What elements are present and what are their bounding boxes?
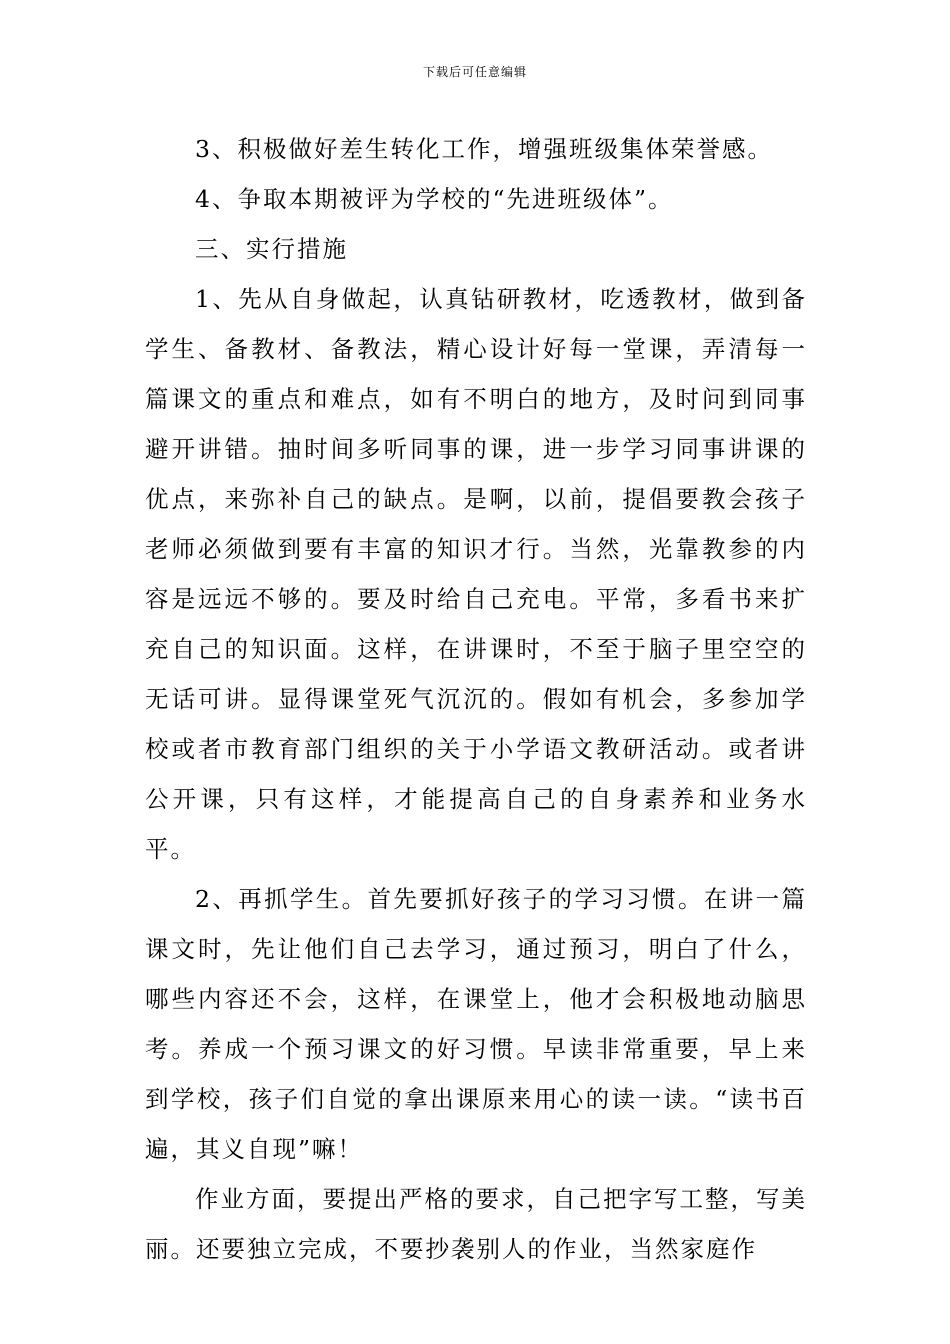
section-heading-measures: 三、实行措施 bbox=[195, 235, 348, 263]
page-header: 下载后可任意编辑 bbox=[422, 65, 527, 79]
paragraph-measure-1: 1、先从自身做起，认真钻研教材，吃透教材，做到备学生、备教材、备教法，精心设计好每一堂课，弄清每一篇课文的重点和难点，如有不明白的地方，及时问到同事避开讲错。抽时间多听同事的课，进一步学习同事讲课的优点，来弥补自己的缺点。是啊，以前，提倡要教会孩子老师必须做到要有丰富的知识才行。当然，光靠教参的内容是远远不够的。要及时给自己充电。平常，多看书来扩充自己的知识面。这样，在讲课时，不至于脑子里空空的无话可讲。显得课堂死气沉沉的。假如有机会，多参加学校或者市教育部门组织的关于小学语文教研活动。或者讲公开课，只有这样，才能提高自己的自身素养和业务水平。 bbox=[145, 285, 807, 863]
paragraph-homework: 作业方面，要提出严格的要求，自己把字写工整，写美丽。还要独立完成，不要抄袭别人的作业，当然家庭作 bbox=[145, 1185, 807, 1263]
paragraph-measure-2: 2、再抓学生。首先要抓好孩子的学习习惯。在讲一篇课文时，先让他们自己去学习，通过预习，明白了什么，哪些内容还不会，这样，在课堂上，他才会积极地动脑思考。养成一个预习课文的好习惯。早读非常重要，早上来到学校，孩子们自觉的拿出课原来用心的读一读。“读书百遍，其义自现”嘛！ bbox=[145, 885, 807, 1163]
paragraph-goal-3: 3、积极做好差生转化工作，增强班级集体荣誉感。 bbox=[195, 135, 773, 163]
document-body bbox=[145, 124, 807, 1274]
paragraph-goal-4: 4、争取本期被评为学校的“先进班级体”。 bbox=[195, 185, 674, 213]
